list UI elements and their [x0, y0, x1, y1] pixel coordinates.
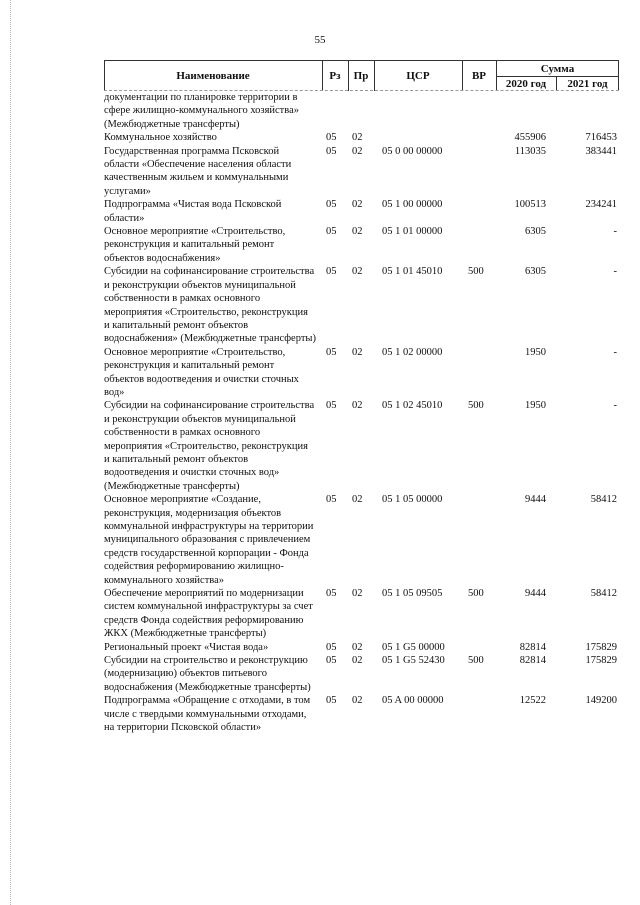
row-csr: 05 1 05 09505	[382, 588, 443, 600]
row-sum-2021: 383441	[585, 145, 617, 157]
row-sum-2020: 82814	[519, 641, 546, 653]
header-divider	[618, 61, 619, 91]
row-name: Основное мероприятие «Создание, реконструкция, модернизация объектов коммунальной инфраструктуры на территории муниципального образования с привлечением средств государственной корпорации - Фонда содействия реформированию жилищно-коммунального хозяйства»	[104, 494, 314, 586]
row-csr: 05 1 02 45010	[382, 400, 443, 412]
row-sum-2020: 113035	[514, 145, 546, 157]
row-pr: 02	[352, 695, 363, 707]
row-sum-2021: 149200	[585, 695, 617, 707]
row-name: документации по планировке территории в сфере жилищно-коммунального хозяйства» (Межбюджетные трансферты)	[104, 92, 299, 130]
row-sum-2021: -	[613, 400, 617, 412]
row-rz: 05	[326, 199, 337, 211]
row-sum-2020: 82814	[519, 655, 546, 667]
row-name: Региональный проект «Чистая вода»	[104, 641, 269, 653]
table-row	[104, 145, 619, 199]
row-rz: 05	[326, 655, 337, 667]
row-rz: 05	[326, 266, 337, 278]
row-sum-2020: 12522	[519, 695, 546, 707]
row-name: Субсидии на строительство и реконструкцию (модернизацию) объектов питьевого водоснабжения (Межбюджетные трансферты)	[104, 655, 311, 693]
table-row	[104, 265, 619, 345]
row-sum-2020: 455906	[514, 132, 546, 144]
table-row	[104, 131, 619, 144]
header-vr: ВР	[471, 70, 487, 82]
row-csr: 05 1 05 00000	[382, 494, 443, 506]
row-csr: 05 1 00 00000	[382, 199, 443, 211]
table-body	[104, 91, 619, 735]
row-sum-2021: 175829	[585, 655, 617, 667]
row-pr: 02	[352, 226, 363, 238]
row-rz: 05	[326, 226, 337, 238]
row-vr: 500	[468, 655, 484, 667]
row-vr: 500	[468, 400, 484, 412]
row-sum-2021: 58412	[590, 588, 617, 600]
row-pr: 02	[352, 145, 363, 157]
row-pr: 02	[352, 199, 363, 211]
table-row	[104, 587, 619, 641]
row-pr: 02	[352, 641, 363, 653]
header-sum: Сумма	[540, 63, 575, 75]
row-name: Основное мероприятие «Строительство, реконструкция и капитальный ремонт объектов водоснабжения»	[104, 226, 286, 264]
row-name: Основное мероприятие «Строительство, реконструкция и капитальный ремонт объектов водоотведения и очистки сточных вод»	[104, 346, 299, 398]
row-sum-2020: 1950	[525, 400, 546, 412]
left-margin-rule	[10, 0, 12, 905]
row-name: Государственная программа Псковской области «Обеспечение населения области качественным жильем и коммунальными услугами»	[104, 145, 292, 197]
row-pr: 02	[352, 655, 363, 667]
table-row	[104, 198, 619, 225]
row-sum-2021: 234241	[585, 199, 617, 211]
row-csr: 05 1 01 45010	[382, 266, 443, 278]
row-csr: 05 0 00 00000	[382, 145, 443, 157]
row-name: Субсидии на софинансирование строительства и реконструкции объектов муниципальной собственности в рамках основного мероприятия «Строительство, реконструкция и капитальный ремонт объектов водоснабжения» (Межбюджетные трансферты)	[104, 266, 316, 345]
row-rz: 05	[326, 641, 337, 653]
page-number: 55	[314, 34, 326, 46]
table-row	[104, 346, 619, 400]
row-rz: 05	[326, 400, 337, 412]
row-pr: 02	[352, 132, 363, 144]
table-row	[104, 694, 619, 734]
row-pr: 02	[352, 400, 363, 412]
row-rz: 05	[326, 132, 337, 144]
row-sum-2021: -	[613, 266, 617, 278]
table-row	[104, 641, 619, 654]
header-rz: Рз	[329, 70, 341, 82]
row-rz: 05	[326, 494, 337, 506]
row-rz: 05	[326, 588, 337, 600]
header-name: Наименование	[176, 70, 250, 82]
row-name: Обеспечение мероприятий по модернизации систем коммунальной инфраструктуры за счет средств Фонда содействия реформированию ЖКХ (Межбюджетные трансферты)	[104, 588, 313, 640]
row-sum-2021: -	[613, 226, 617, 238]
row-sum-2020: 9444	[525, 588, 546, 600]
row-sum-2020: 6305	[525, 266, 546, 278]
header-year-2021: 2021 год	[567, 78, 608, 90]
row-sum-2021: 58412	[590, 494, 617, 506]
header-csr: ЦСР	[406, 70, 430, 82]
row-name: Субсидии на софинансирование строительства и реконструкции объектов муниципальной собственности в рамках основного мероприятия «Строительство, реконструкция и капитальный ремонт объектов водоотведения и очистки сточных вод» (Межбюджетные трансферты)	[104, 400, 315, 492]
table-header	[104, 60, 619, 91]
header-pr: Пр	[353, 70, 369, 82]
row-vr: 500	[468, 266, 484, 278]
row-sum-2021: 716453	[585, 132, 617, 144]
row-csr: 05 1 01 00000	[382, 226, 443, 238]
row-sum-2020: 6305	[525, 226, 546, 238]
table-row	[104, 225, 619, 265]
row-csr: 05 A 00 00000	[382, 695, 444, 707]
row-csr: 05 1 02 00000	[382, 346, 443, 358]
table-row	[104, 493, 619, 587]
row-sum-2020: 100513	[514, 199, 546, 211]
row-sum-2021: -	[613, 346, 617, 358]
row-sum-2021: 175829	[585, 641, 617, 653]
table-row	[104, 399, 619, 493]
row-pr: 02	[352, 494, 363, 506]
row-csr: 05 1 G5 00000	[382, 641, 445, 653]
row-pr: 02	[352, 588, 363, 600]
row-sum-2020: 9444	[525, 494, 546, 506]
row-pr: 02	[352, 346, 363, 358]
row-rz: 05	[326, 346, 337, 358]
row-rz: 05	[326, 695, 337, 707]
row-csr: 05 1 G5 52430	[382, 655, 445, 667]
row-name: Подпрограмма «Чистая вода Псковской области»	[104, 199, 282, 224]
row-name: Коммунальное хозяйство	[104, 132, 217, 144]
table-row	[104, 654, 619, 694]
row-name: Подпрограмма «Обращение с отходами, в том числе с твердыми коммунальными отходами, на территории Псковской области»	[104, 695, 311, 734]
row-vr: 500	[468, 588, 484, 600]
table-row	[104, 91, 619, 131]
row-rz: 05	[326, 145, 337, 157]
header-year-2020: 2020 год	[505, 78, 547, 90]
row-pr: 02	[352, 266, 363, 278]
row-sum-2020: 1950	[525, 346, 546, 358]
